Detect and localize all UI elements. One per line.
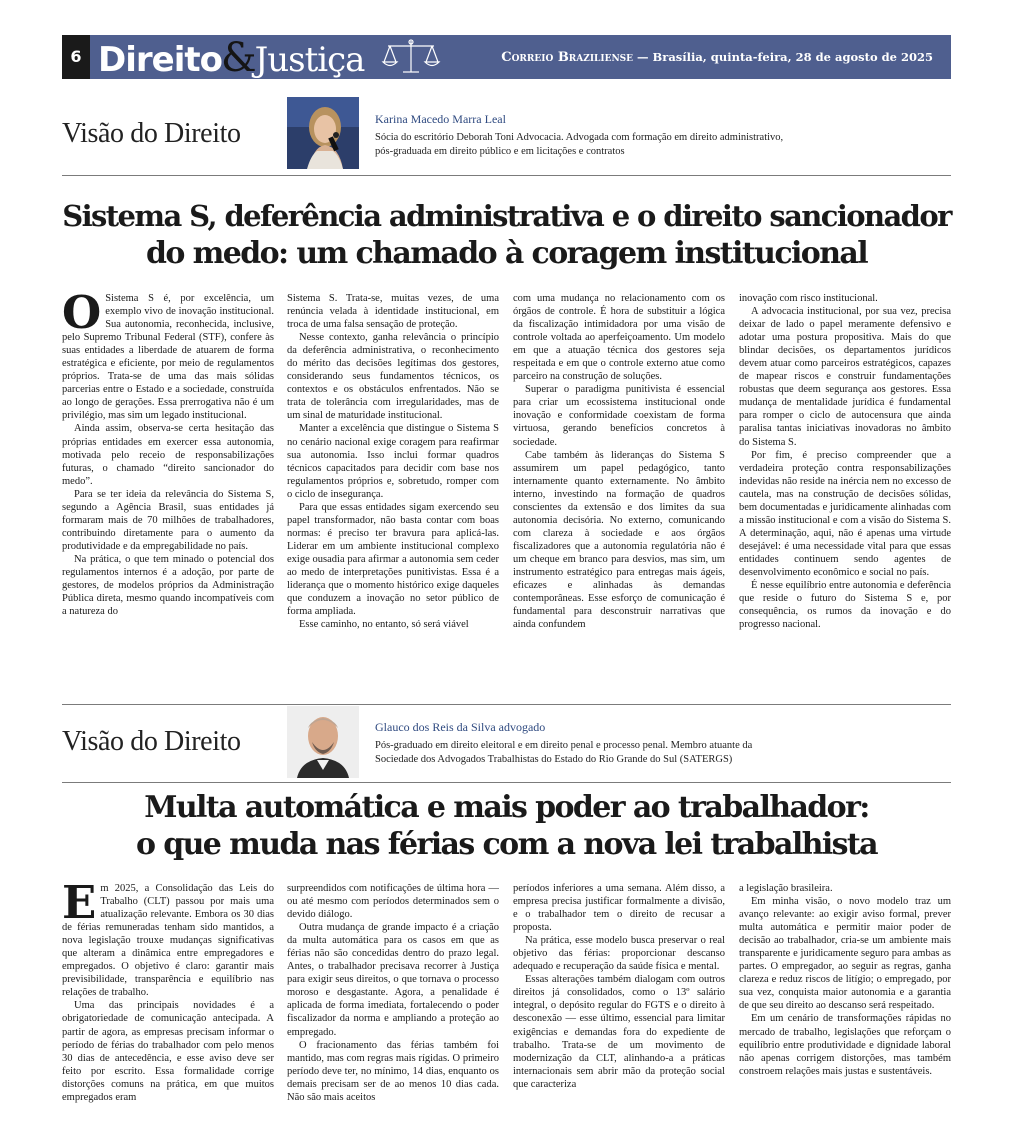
divider bbox=[62, 782, 951, 783]
article-column-1 bbox=[62, 882, 274, 1144]
author-photo bbox=[287, 706, 359, 778]
divider bbox=[62, 704, 951, 705]
headline-line-1: Multa automática e mais poder ao trabalhador: bbox=[144, 790, 869, 825]
paragraph: m 2025, a Consolidação das Leis do Trabalho (CLT) passou por mais uma atualização relevante. Embora os 30 dias de férias remuneradas tenham sido mantidos, a nova legislação trouxe mudanças significativas que alteram a dinâmica entre empregadores e empregados. O objetivo é claro: garantir mais previsibilidade, transparência e equilíbrio nas relações de trabalho. bbox=[62, 883, 274, 999]
headline-line-2: do medo: um chamado à coragem institucional bbox=[145, 236, 868, 271]
author-bio: Pós-graduado em direito eleitoral e em direito penal e processo penal. Membro atuante da Sociedade dos Advogados Trabalhistas do Estado do Rio Grande do Sul (SATERGS) bbox=[375, 740, 753, 765]
paragraph: Essas alterações também dialogam com outros direitos já consolidados, como o 13º salário integral, o depósito regular do FGTS e o direito à desconexão — esse último, essencial para limitar exigências e demandas fora do expediente de trabalho. Trata-se de um movimento de modernização da CLT, alinhando-a a práticas internacionais sem abrir mão da proteção social que caracteriza bbox=[513, 974, 725, 1090]
author-name: Karina Macedo Marra Leal bbox=[375, 112, 506, 126]
headline bbox=[62, 198, 951, 272]
paragraph: Em um cenário de transformações rápidas no mercado de trabalho, legislações que reforçam o equilíbrio entre produtividade e dignidade laboral não apenas corrigem distorções, mas também constroem relações mais justas e sustentáveis. bbox=[739, 1013, 951, 1077]
article-column-2 bbox=[287, 882, 499, 1144]
paragraph: Na prática, esse modelo busca preservar o real objetivo das férias: proporcionar descanso adequado e recuperação da saúde física e mental. bbox=[513, 935, 725, 973]
paragraph: Sistema S. Trata-se, muitas vezes, de uma renúncia velada à identidade institucional, em troca de uma falsa sensação de proteção. bbox=[287, 293, 499, 331]
author-portrait-man bbox=[287, 706, 359, 778]
paragraph: com uma mudança no relacionamento com os órgãos de controle. É hora de substituir a lógica da fiscalização intimidadora por uma visão de controle voltada ao aperfeiçoamento. Um modelo em que a atuação técnica dos gestores seja respeitada e em que o controle externo atue como parceiro na construção de soluções. bbox=[513, 293, 725, 383]
paragraph: Uma das principais novidades é a obrigatoriedade de comunicação antecipada. A partir de agora, as empresas precisam informar o período de férias do trabalhador com pelo menos 30 dias de antecedência, e esse aviso deve ser feito por escrito. Essa formalidade corrige distorções comuns na prática, em que muitos empregados eram bbox=[62, 1000, 274, 1103]
headline-line-2: o que muda nas férias com a nova lei trabalhista bbox=[135, 827, 878, 862]
paragraph: Na prática, o que tem minado o potencial dos regulamentos internos é a adoção, por parte de gestores, de modelos próprios da Administração Pública direta, mesmo quando incompatíveis com a natureza do bbox=[62, 553, 274, 618]
drop-cap: E bbox=[62, 882, 97, 929]
author-bio: Sócia do escritório Deborah Toni Advocacia. Advogada com formação em direito administrativo, pós-graduada em direito público e em licitações e contratos bbox=[375, 132, 784, 157]
headline-line-1: Sistema S, deferência administrativa e o direito sancionador bbox=[62, 199, 951, 233]
section-label: Visão do Direito bbox=[62, 726, 241, 757]
section-banner bbox=[62, 35, 951, 79]
divider bbox=[62, 175, 951, 176]
section-title-right: Justiça bbox=[254, 40, 365, 80]
article-column-3 bbox=[513, 882, 725, 1144]
headline bbox=[62, 789, 951, 863]
article-column-1 bbox=[62, 292, 274, 674]
author-portrait-woman bbox=[287, 97, 359, 169]
article-column-3 bbox=[513, 292, 725, 674]
page-number: 6 bbox=[62, 35, 90, 79]
paragraph: Manter a excelência que distingue o Sistema S no cenário nacional exige coragem para reafirmar sua autonomia. Isso inclui formar quadros técnicos capacitados para decidir com base nos regulamentos próprios e, sobretudo, romper com o ciclo de insegurança. bbox=[287, 423, 499, 500]
paragraph: a legislação brasileira. bbox=[739, 883, 833, 894]
paragraph: O fracionamento das férias também foi mantido, mas com regras mais rígidas. O primeiro período deve ter, no mínimo, 14 dias, enquanto os demais precisam ser de ao menos 10 dias cada. Não são mais aceitos bbox=[287, 1039, 499, 1103]
paragraph: Para se ter ideia da relevância do Sistema S, segundo a Agência Brasil, suas entidades já formaram mais de 70 milhões de trabalhadores, contribuindo diretamente para o aumento da produtividade e da empregabilidade no país. bbox=[62, 488, 274, 552]
publication-name: Correio Braziliense bbox=[501, 50, 634, 65]
paragraph: Em minha visão, o novo modelo traz um avanço relevante: ao exigir aviso formal, prever multa automática e permitir maior poder de decisão ao trabalhador, cria-se um ambiente mais transparente e juridicamente seguro para ambas as partes. O empregador, ao seguir as regras, ganha clareza e reduz riscos de litígio; o empregado, por sua vez, conquista maior autonomia e a garantia de que seu direito ao descanso será respeitado. bbox=[739, 896, 951, 1012]
author-photo bbox=[287, 97, 359, 169]
paragraph: Nesse contexto, ganha relevância o princípio da deferência administrativa, o reconhecimento do mérito das decisões legítimas dos gestores, considerando seus fundamentos técnicos, os contextos e os obstáculos enfrentados. Não se trata de tolerância com irregularidades, mas de um sinal de maturidade institucional. bbox=[287, 332, 499, 422]
paragraph: A advocacia institucional, por sua vez, precisa deixar de lado o papel meramente defensivo e adotar uma postura propositiva. Mais do que blindar decisões, os departamentos jurídicos devem atuar como parceiros estratégicos, capazes de mapear riscos e construir fundamentações robustas que deem segurança aos gestores. Essa mudança de mentalidade jurídica é fundamental para romper o ciclo de autocensura que ainda paralisa tantas iniciativas inovadoras no âmbito do Sistema S. bbox=[739, 306, 951, 448]
section-title-amp: & bbox=[220, 35, 256, 81]
section-title-left: Direito bbox=[98, 40, 222, 80]
section-title bbox=[98, 35, 364, 79]
paragraph: É nesse equilíbrio entre autonomia e deferência que reside o futuro do Sistema S e, por consequência, os rumos da inovação e do progresso nacional. bbox=[739, 580, 951, 631]
paragraph: Ainda assim, observa-se certa hesitação das próprias entidades em exercer essa autonomia, motivada pelo receio de responsabilizações futuras, o chamado “direito sancionador do medo”. bbox=[62, 423, 274, 487]
paragraph: Cabe também às lideranças do Sistema S assumirem um papel pedagógico, tanto internamente quanto externamente. No âmbito interno, investindo na formação de quadros conscientes da extensão e dos limites da sua autonomia decisória. No externo, comunicando com clareza à sociedade e aos órgãos fiscalizadores que a autonomia regulatória não é um cheque em branco para desvios, mas sim, um instrumento estratégico para entregas mais ágeis, eficazes e alinhadas às demandas contemporâneas. Esse esforço de comunicação é fundamental para desconstruir narrativas que ainda confundem bbox=[513, 449, 725, 631]
paragraph: Para que essas entidades sigam exercendo seu papel transformador, não basta contar com boas normas: é preciso ter bravura para aplicá-las. Liderar em um ambiente institucional complexo exige ousadia para afirmar a autonomia sem ceder ao medo de interpretações punitivistas. Essa é a liderança que o momento histórico exige daqueles que conduzem a inovação no setor público de forma ampliada. bbox=[287, 501, 499, 618]
article-column-2 bbox=[287, 292, 499, 674]
masthead bbox=[501, 35, 933, 79]
paragraph: Superar o paradigma punitivista é essencial para criar um ecossistema institucional onde inovação e conformidade coexistam de forma virtuosa, gerando benefícios concretos à sociedade. bbox=[513, 384, 725, 448]
dateline: — Brasília, quinta-feira, 28 de agosto de 2025 bbox=[633, 50, 933, 64]
paragraph: Outra mudança de grande impacto é a criação da multa automática para os casos em que as férias não são concedidas dentro do prazo legal. Antes, o trabalhador precisava recorrer à Justiça para exigir seus direitos, o que tornava o processo moroso e desgastante. Agora, a penalidade é aplicada de forma imediata, fortalecendo o poder fiscalizador da norma e ampliando a proteção ao empregado. bbox=[287, 922, 499, 1038]
paragraph: surpreendidos com notificações de última hora — ou até mesmo com períodos determinados sem o devido diálogo. bbox=[287, 883, 499, 921]
article-column-4 bbox=[739, 292, 951, 674]
article-column-4 bbox=[739, 882, 951, 1144]
paragraph: Sistema S é, por excelência, um exemplo vivo de inovação institucional. Sua autonomia, reconhecida, inclusive, pelo Supremo Tribunal Federal (STF), confere às suas entidades a liberdade de atuarem de forma estratégica e eficiente, por meio de regulamentos próprios. Trata-se de uma das mais sólidas parcerias entre o Estado e a sociedade, construída ao longo de gerações. Essa prerrogativa não é um privilégio, mas sim um legado institucional. bbox=[62, 293, 274, 422]
paragraph: inovação com risco institucional. bbox=[739, 293, 878, 304]
paragraph: Esse caminho, no entanto, só será viável bbox=[299, 619, 469, 631]
paragraph: períodos inferiores a uma semana. Além disso, a empresa precisa justificar formalmente a divisão, e o trabalhador tem o direito de recusar a proposta. bbox=[513, 883, 725, 934]
scales-of-justice-icon bbox=[380, 38, 442, 76]
paragraph: Por fim, é preciso compreender que a verdadeira proteção contra responsabilizações indevidas não reside na inércia nem no excesso de cautela, mas na construção de decisões sólidas, bem documentadas e juridicamente alinhadas com a missão institucional e com a visão do Sistema S. A determinação, aqui, não é apenas uma virtude desejável: é uma necessidade vital para que essas entidades continuem sendo agentes de desenvolvimento econômico e social no país. bbox=[739, 449, 951, 578]
section-label: Visão do Direito bbox=[62, 118, 241, 149]
drop-cap: O bbox=[62, 292, 102, 339]
author-name: Glauco dos Reis da Silva advogado bbox=[375, 720, 546, 734]
